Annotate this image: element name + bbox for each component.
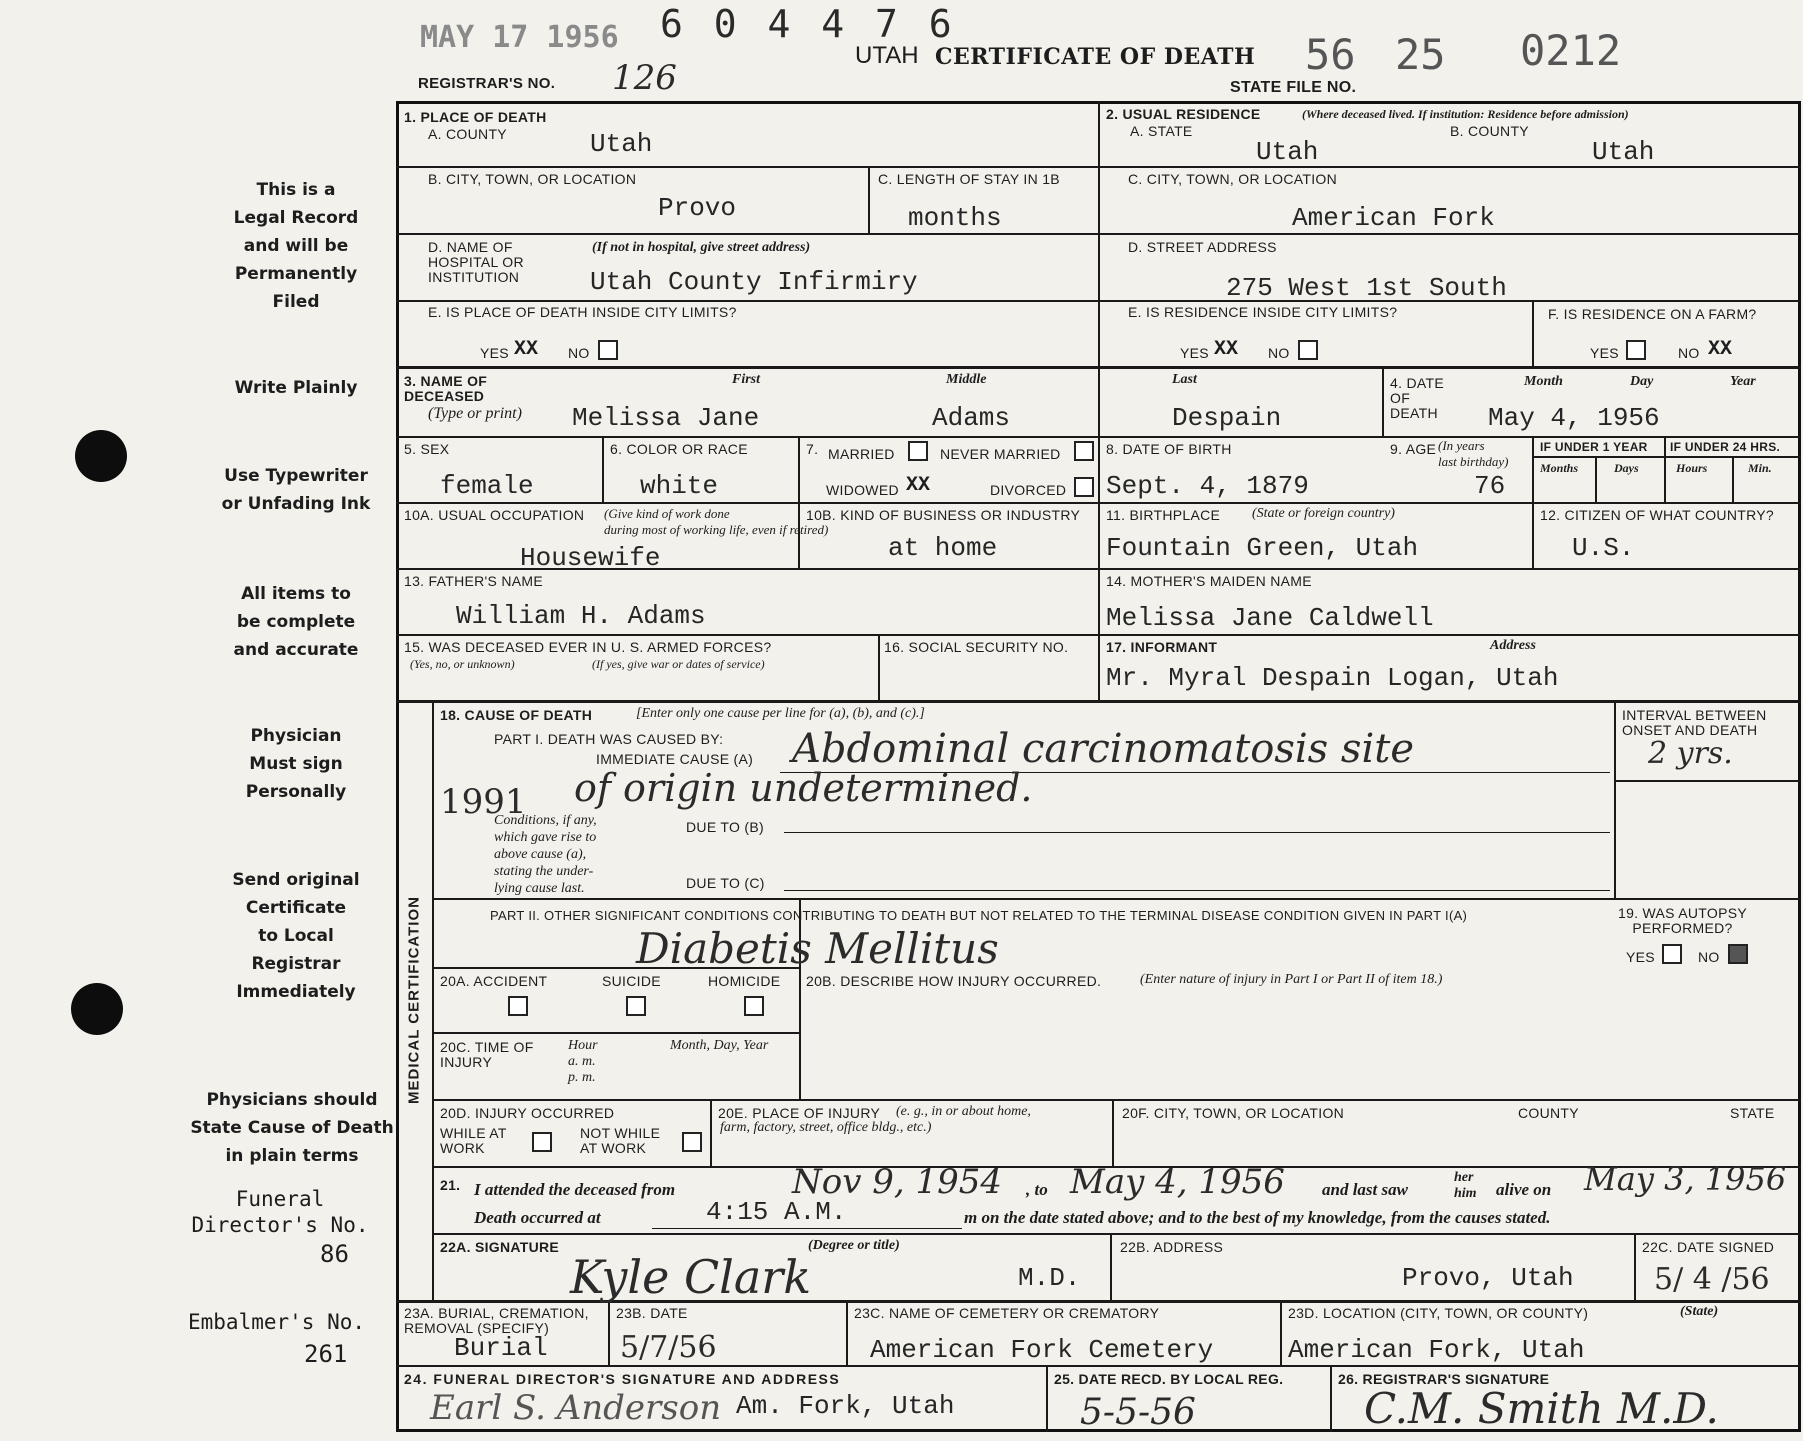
funeral-director-no-label: Funeral Director's No. xyxy=(191,1187,369,1237)
sidebar-send-original: Send original Certificate to Local Registrar Immediately xyxy=(232,870,360,1002)
place-of-injury-note: (e. g., in or about home, farm, factory, street, office bldg., etc.) xyxy=(720,1104,1031,1135)
immediate-cause-line-1: Abdominal carcinomatosis site xyxy=(792,726,1414,772)
received-date-stamp: MAY 17 1956 xyxy=(420,20,619,55)
day-label: Day xyxy=(1630,374,1654,389)
accident-label: 20A. ACCIDENT xyxy=(440,973,548,989)
armed-forces-label: 15. WAS DECEASED EVER IN U. S. ARMED FORCES? xyxy=(404,639,772,655)
length-of-stay-label: C. LENGTH OF STAY IN 1B xyxy=(878,171,1060,187)
grid-line xyxy=(1382,366,1384,436)
middle-name: Adams xyxy=(932,403,1011,433)
death-time-line xyxy=(652,1228,962,1229)
attended-to: May 4, 1956 xyxy=(1070,1162,1285,1202)
sidebar-legal-record: This is a Legal Record and will be Permanently Filed xyxy=(233,180,359,312)
sidebar-plain-terms: Physicians should State Cause of Death in plain terms xyxy=(190,1090,394,1166)
divorced-checkbox[interactable] xyxy=(1074,477,1094,497)
describe-injury-note: (Enter nature of injury in Part I or Part II of item 18.) xyxy=(1140,972,1443,987)
race-label: 6. COLOR OR RACE xyxy=(610,441,748,457)
residence-label: 2. USUAL RESIDENCE xyxy=(1106,106,1261,122)
grid-line xyxy=(432,898,1614,900)
farm-yes-checkbox[interactable] xyxy=(1626,340,1646,360)
physician-address: Provo, Utah xyxy=(1402,1263,1574,1293)
name-label: 3. NAME OF DECEASED xyxy=(404,373,488,404)
armed-forces-note-2: (If yes, give war or dates of service) xyxy=(592,657,765,671)
interval-label: INTERVAL BETWEEN ONSET AND DEATH xyxy=(1622,707,1767,738)
disposition: Burial xyxy=(454,1333,548,1363)
father-name: William H. Adams xyxy=(456,601,706,631)
grid-line xyxy=(868,166,870,233)
marital-label: 7. xyxy=(806,441,819,457)
first-name-label: First xyxy=(732,372,761,387)
grid-line xyxy=(1614,898,1801,900)
degree-label: (Degree or title) xyxy=(808,1238,900,1253)
death-inside-city-label: E. IS PLACE OF DEATH INSIDE CITY LIMITS? xyxy=(428,304,737,320)
death-inside-no-label: NO xyxy=(568,345,590,361)
sex-label: 5. SEX xyxy=(404,441,450,457)
physician-degree: M.D. xyxy=(1018,1263,1081,1293)
hour-ampm-label: Hour a. m. p. m. xyxy=(568,1038,598,1085)
grid-line xyxy=(1330,1365,1332,1432)
race: white xyxy=(640,471,719,501)
hours-label: Hours xyxy=(1676,461,1708,475)
registrar-signature: C.M. Smith M.D. xyxy=(1364,1384,1719,1433)
citizenship-label: 12. CITIZEN OF WHAT COUNTRY? xyxy=(1540,507,1774,523)
item-21-label: 21. xyxy=(440,1177,461,1193)
suicide-label: SUICIDE xyxy=(602,973,661,989)
cause-code: 1991 xyxy=(440,782,527,822)
widowed-checkbox[interactable]: XX xyxy=(906,474,931,497)
date-of-death: May 4, 1956 xyxy=(1488,403,1660,433)
cause-c-line xyxy=(784,890,1610,891)
while-at-work-checkbox[interactable] xyxy=(532,1132,552,1152)
cemetery-label: 23C. NAME OF CEMETERY OR CREMATORY xyxy=(854,1305,1160,1321)
punch-hole xyxy=(75,430,127,482)
autopsy-no-label: NO xyxy=(1698,949,1720,965)
cause-of-death-label: 18. CAUSE OF DEATH xyxy=(440,707,593,723)
death-city-label: B. CITY, TOWN, OR LOCATION xyxy=(428,171,637,187)
physician-signature: Kyle Clark xyxy=(570,1250,812,1304)
hospital-note: (If not in hospital, give street address) xyxy=(592,240,811,255)
date-signed: 5/ 4 /56 xyxy=(1654,1262,1770,1297)
part2-value: Diabetis Mellitus xyxy=(636,924,999,973)
months-label: Months xyxy=(1540,461,1579,475)
time-of-injury-label: 20C. TIME OF INJURY xyxy=(440,1039,534,1070)
grid-line xyxy=(1112,1099,1114,1166)
not-while-at-work-checkbox[interactable] xyxy=(682,1132,702,1152)
grid-line xyxy=(846,1300,848,1365)
registrar-no-value: 126 xyxy=(612,58,677,98)
armed-forces-note-1: (Yes, no, or unknown) xyxy=(410,657,515,671)
grid-line xyxy=(396,1365,1801,1367)
middle-name-label: Middle xyxy=(946,372,987,387)
age-note: (In years last birthday) xyxy=(1438,438,1509,469)
birth-date: Sept. 4, 1879 xyxy=(1106,471,1309,501)
business-label: 10B. KIND OF BUSINESS OR INDUSTRY xyxy=(806,507,1081,523)
month-label: Month xyxy=(1524,374,1563,389)
social-security-label: 16. SOCIAL SECURITY NO. xyxy=(884,639,1069,655)
part1-label: PART I. DEATH WAS CAUSED BY: xyxy=(494,731,724,747)
signature-label: 22A. SIGNATURE xyxy=(440,1239,560,1255)
residence-state-label: A. STATE xyxy=(1130,123,1193,139)
funeral-director-address: Am. Fork, Utah xyxy=(736,1391,955,1421)
grid-line xyxy=(1280,1300,1282,1365)
last-saw-text: and last saw xyxy=(1322,1180,1408,1199)
sidebar-all-items: All items to be complete and accurate xyxy=(233,584,359,660)
disposition-date-label: 23B. DATE xyxy=(616,1305,688,1321)
interval-value: 2 yrs. xyxy=(1648,736,1733,771)
month-day-year-label: Month, Day, Year xyxy=(670,1038,769,1053)
residence-county-label: B. COUNTY xyxy=(1450,123,1529,139)
birthplace: Fountain Green, Utah xyxy=(1106,533,1419,563)
state-file-number-part-1: 56 xyxy=(1305,30,1356,79)
autopsy-no-checkbox[interactable] xyxy=(1728,944,1748,964)
attended-from: Nov 9, 1954 xyxy=(792,1162,1003,1202)
date-received: 5-5-56 xyxy=(1080,1392,1196,1433)
first-name: Melissa Jane xyxy=(572,403,760,433)
due-to-b-label: DUE TO (B) xyxy=(686,819,764,835)
residence-city-label: C. CITY, TOWN, OR LOCATION xyxy=(1128,171,1338,187)
under-1-year-label: IF UNDER 1 YEAR xyxy=(1540,440,1648,454)
informant-label: 17. INFORMANT xyxy=(1106,639,1218,655)
grid-line xyxy=(432,1099,1801,1101)
residence-state: Utah xyxy=(1256,137,1319,167)
medical-certification-vertical-label: MEDICAL CERTIFICATION xyxy=(405,896,423,1104)
under-24-hours-label: IF UNDER 24 HRS. xyxy=(1670,440,1781,454)
grid-line xyxy=(1634,1233,1636,1300)
hospital-name: Utah County Infirmiry xyxy=(590,267,918,297)
accident-checkbox[interactable] xyxy=(508,996,528,1016)
grid-line xyxy=(1110,1233,1112,1300)
injury-occurred-label: 20D. INJURY OCCURRED xyxy=(440,1105,615,1121)
birth-date-label: 8. DATE OF BIRTH xyxy=(1106,441,1232,457)
grid-line xyxy=(1614,780,1801,782)
immediate-cause-label: IMMEDIATE CAUSE (A) xyxy=(596,751,754,767)
grid-line xyxy=(432,1233,1801,1235)
attended-text: I attended the deceased from xyxy=(474,1180,676,1199)
grid-line xyxy=(1046,1365,1048,1432)
death-inside-yes-label: YES xyxy=(480,345,509,361)
embalmer-no: 261 xyxy=(304,1340,348,1368)
grid-line xyxy=(1532,300,1534,366)
street-address: 275 West 1st South xyxy=(1226,273,1507,303)
cause-note: [Enter only one cause per line for (a), (b), and (c).] xyxy=(636,706,925,721)
knowledge-text: m on the date stated above; and to the best of my knowledge, from the causes stated. xyxy=(964,1208,1551,1227)
informant: Mr. Myral Despain Logan, Utah xyxy=(1106,663,1559,693)
state-file-label: STATE FILE NO. xyxy=(1230,79,1357,96)
last-name-label: Last xyxy=(1172,372,1197,387)
suicide-checkbox[interactable] xyxy=(626,996,646,1016)
registrar-signature-label: 26. REGISTRAR'S SIGNATURE xyxy=(1338,1371,1550,1387)
cemetery-state-label: (State) xyxy=(1680,1304,1719,1319)
informant-address-label: Address xyxy=(1490,638,1536,653)
never-married-label: NEVER MARRIED xyxy=(940,446,1061,462)
due-to-c-label: DUE TO (C) xyxy=(686,875,765,891)
injury-county-label: COUNTY xyxy=(1518,1105,1579,1121)
funeral-director-no: 86 xyxy=(320,1240,349,1268)
homicide-label: HOMICIDE xyxy=(708,973,781,989)
residence-inside-yes-checkbox[interactable]: XX xyxy=(1214,338,1239,361)
sidebar-write-plainly: Write Plainly xyxy=(234,378,358,398)
residence-city: American Fork xyxy=(1292,203,1495,233)
business: at home xyxy=(888,533,998,563)
death-county-label: A. COUNTY xyxy=(428,126,507,142)
death-inside-yes-checkbox[interactable]: XX xyxy=(514,338,539,361)
disposition-label: 23A. BURIAL, CREMATION, REMOVAL (SPECIFY) xyxy=(404,1305,589,1336)
state-file-number-part-3: 0212 xyxy=(1520,26,1622,75)
grid-line xyxy=(1098,101,1100,701)
state-file-number-part-2: 25 xyxy=(1395,30,1446,79)
farm-label: F. IS RESIDENCE ON A FARM? xyxy=(1548,306,1757,322)
mother-name: Melissa Jane Caldwell xyxy=(1106,603,1434,633)
physician-address-label: 22B. ADDRESS xyxy=(1120,1239,1224,1255)
autopsy-yes-label: YES xyxy=(1626,949,1655,965)
grid-line xyxy=(432,1032,799,1034)
farm-no-label: NO xyxy=(1678,345,1700,361)
while-at-work-label: WHILE AT WORK xyxy=(440,1125,507,1156)
hospital-label: D. NAME OF HOSPITAL OR INSTITUTION xyxy=(428,239,524,285)
minutes-label: Min. xyxy=(1748,461,1772,475)
age-label: 9. AGE xyxy=(1390,441,1437,457)
grid-line xyxy=(1595,456,1597,502)
cemetery: American Fork Cemetery xyxy=(870,1335,1214,1365)
sidebar-physician-sign: Physician Must sign Personally xyxy=(245,726,347,802)
disposition-date: 5/7/56 xyxy=(620,1330,717,1365)
death-time: 4:15 A.M. xyxy=(706,1197,847,1227)
residence-county: Utah xyxy=(1592,137,1655,167)
document-title: CERTIFICATE OF DEATH xyxy=(935,44,1256,70)
grid-line xyxy=(710,1099,712,1166)
embalmer-no-label: Embalmer's No. xyxy=(188,1310,366,1334)
widowed-label: WIDOWED xyxy=(826,482,899,498)
occupation-note: (Give kind of work done during most of working life, even if retired) xyxy=(604,506,829,537)
residence-note: (Where deceased lived. If institution: Residence before admission) xyxy=(1302,107,1629,121)
grid-line xyxy=(602,436,604,502)
alive-on-text: alive on xyxy=(1496,1180,1552,1199)
last-seen-alive: May 3, 1956 xyxy=(1584,1160,1787,1198)
farm-yes-label: YES xyxy=(1590,345,1619,361)
age: 76 xyxy=(1474,471,1506,501)
farm-no-checkbox[interactable]: XX xyxy=(1708,338,1733,361)
death-county: Utah xyxy=(590,129,653,159)
funeral-director-signature: Earl S. Anderson xyxy=(430,1388,722,1428)
homicide-checkbox[interactable] xyxy=(744,996,764,1016)
death-city: Provo xyxy=(658,193,737,223)
certificate-number: 6 0 4 4 7 6 xyxy=(660,2,956,46)
citizenship: U.S. xyxy=(1572,533,1635,563)
never-married-checkbox[interactable] xyxy=(1074,441,1094,461)
grid-line xyxy=(798,436,800,568)
autopsy-label: 19. WAS AUTOPSY PERFORMED? xyxy=(1618,905,1747,936)
grid-line xyxy=(608,1300,610,1365)
name-type-note: (Type or print) xyxy=(428,405,522,422)
length-of-stay: months xyxy=(908,203,1002,233)
street-address-label: D. STREET ADDRESS xyxy=(1128,239,1277,255)
married-label: MARRIED xyxy=(828,446,895,462)
death-occurred-text: Death occurred at xyxy=(474,1208,601,1227)
married-checkbox[interactable] xyxy=(908,441,928,461)
residence-inside-city-label: E. IS RESIDENCE INSIDE CITY LIMITS? xyxy=(1128,304,1398,320)
conditions-note: Conditions, if any, which gave rise to above cause (a), stating the under- lying cause last. xyxy=(494,813,597,896)
occupation-label: 10A. USUAL OCCUPATION xyxy=(404,507,585,523)
birthplace-note: (State or foreign country) xyxy=(1252,506,1395,521)
occupation: Housewife xyxy=(520,543,661,573)
residence-inside-no-label: NO xyxy=(1268,345,1290,361)
date-received-label: 25. DATE RECD. BY LOCAL REG. xyxy=(1054,1371,1284,1387)
sex: female xyxy=(440,471,534,501)
not-while-at-work-label: NOT WHILE AT WORK xyxy=(580,1125,661,1156)
father-name-label: 13. FATHER'S NAME xyxy=(404,573,543,589)
place-of-death-label: 1. PLACE OF DEATH xyxy=(404,109,547,125)
divorced-label: DIVORCED xyxy=(990,482,1067,498)
part2-label: PART II. OTHER SIGNIFICANT CONDITIONS CONTRIBUTING TO DEATH BUT NOT RELATED TO THE TERMINAL DISEASE CONDITION GIVEN IN PART I(A) xyxy=(490,908,1468,923)
autopsy-yes-checkbox[interactable] xyxy=(1662,944,1682,964)
injury-state-label: STATE xyxy=(1730,1105,1775,1121)
grid-line xyxy=(1532,436,1534,568)
mother-name-label: 14. MOTHER'S MAIDEN NAME xyxy=(1106,573,1312,589)
grid-line xyxy=(432,700,434,1300)
last-name: Despain xyxy=(1172,403,1282,433)
grid-line xyxy=(1732,456,1734,502)
days-label: Days xyxy=(1614,461,1639,475)
place-of-injury-label: 20E. PLACE OF INJURY xyxy=(718,1105,881,1121)
birthplace-label: 11. BIRTHPLACE xyxy=(1106,507,1221,523)
registrar-no-label: REGISTRAR'S NO. xyxy=(418,75,556,92)
title-prefix: UTAH xyxy=(855,42,919,69)
date-signed-label: 22C. DATE SIGNED xyxy=(1642,1239,1775,1255)
grid-line xyxy=(1532,456,1801,458)
attended-to-label: , to xyxy=(1026,1180,1048,1199)
injury-city-label: 20F. CITY, TOWN, OR LOCATION xyxy=(1122,1105,1345,1121)
cause-b-line xyxy=(784,832,1610,833)
punch-hole xyxy=(71,983,123,1035)
grid-line xyxy=(1614,700,1616,898)
year-label: Year xyxy=(1730,374,1756,389)
funeral-director-label: 24. FUNERAL DIRECTOR'S SIGNATURE AND ADDRESS xyxy=(404,1371,841,1387)
cemetery-location-label: 23D. LOCATION (CITY, TOWN, OR COUNTY) xyxy=(1288,1305,1589,1321)
sidebar-use-typewriter: Use Typewriter or Unfading Ink xyxy=(221,466,371,514)
residence-inside-yes-label: YES xyxy=(1180,345,1209,361)
describe-injury-label: 20B. DESCRIBE HOW INJURY OCCURRED. xyxy=(806,973,1102,989)
her-him-text: her him xyxy=(1454,1170,1477,1201)
cemetery-location: American Fork, Utah xyxy=(1288,1335,1585,1365)
date-of-death-label: 4. DATE OF DEATH xyxy=(1390,375,1444,421)
residence-inside-no-checkbox[interactable] xyxy=(1298,340,1318,360)
grid-line xyxy=(1664,436,1666,456)
grid-line xyxy=(1664,456,1666,502)
grid-line xyxy=(878,634,880,700)
immediate-cause-line-2: of origin undetermined. xyxy=(574,766,1033,810)
death-inside-no-checkbox[interactable] xyxy=(598,340,618,360)
